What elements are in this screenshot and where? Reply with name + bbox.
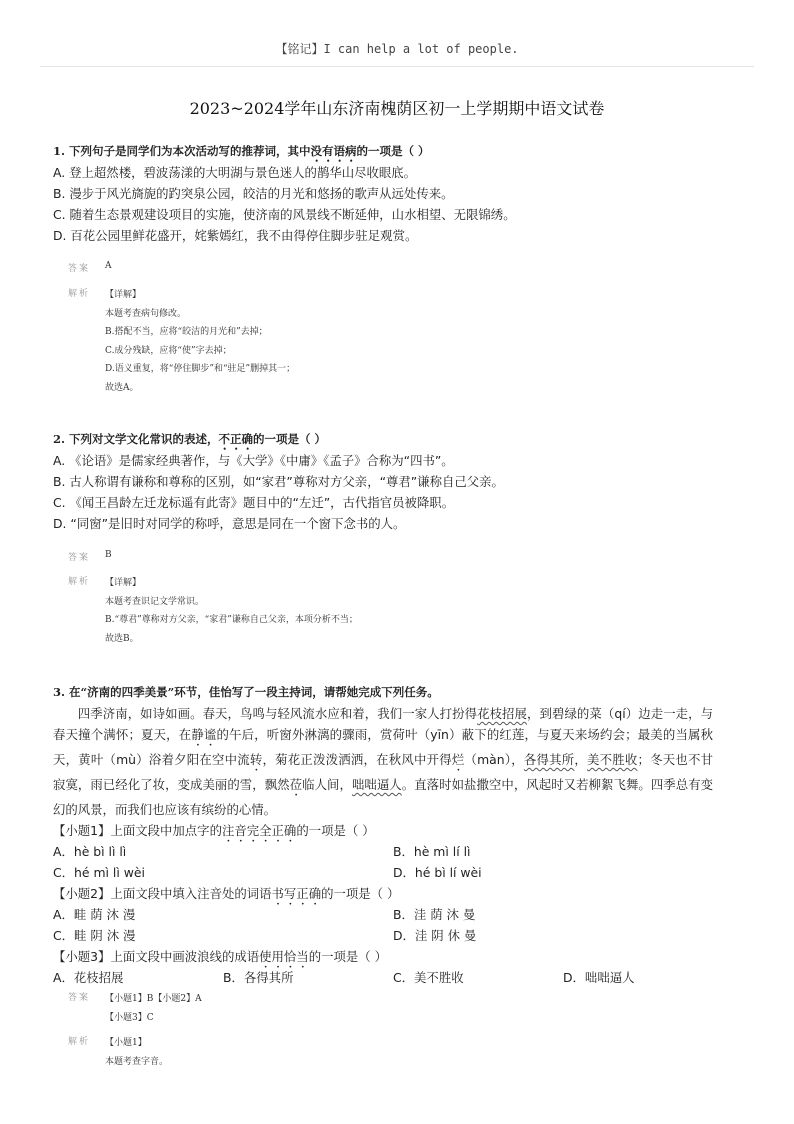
option-d: D. 百花公园里鲜花盛开，姹紫嫣红，我不由得停住脚步驻足观赏。 xyxy=(53,228,418,243)
answer-label: 答案 xyxy=(68,553,91,563)
dotted-char: 静谧 xyxy=(191,727,217,742)
analysis-label: 解析 xyxy=(68,577,91,587)
emphasis-dots: 没有语病 xyxy=(310,144,357,158)
option-b: B．hè mì lí lì xyxy=(393,844,471,859)
option-d: D. “同窗”是旧时对同学的称呼，意思是同在一个窗下念书的人。 xyxy=(53,516,406,531)
subquestion-2-options-row-1 xyxy=(53,904,753,925)
header-divider xyxy=(40,66,754,67)
question-1 xyxy=(53,141,753,246)
analysis-text: 【详解】 本题考查病句修改。 B.搭配不当，应将“皎洁的月光和”去掉； C.成分残缺，应将“使”字去掉； D.语义重复，将“停住脚步”和“驻足”删掉其一； 故选A。 xyxy=(105,290,296,393)
option-b: B. 古人称谓有谦称和尊称的区别，如“家君”尊称对方父亲，“尊君”谦称自己父亲。 xyxy=(53,474,504,489)
question-2-stem: 2. 下列对文学文化常识的表述，不正确的一项是（ ） xyxy=(53,432,327,446)
option-c: C．hé mì lì wèi xyxy=(53,865,145,880)
option-d: D．hé bì lí wèi xyxy=(393,865,482,880)
passage: 四季济南，如诗如画。春天，鸟鸣与轻风流水应和着，我们一家人打扮得花枝招展，到碧绿的菜（qí）边走一走，与春天撞个满怀；夏天，在静谧的午后，听窗外淋漓的骤雨，赏荷叶（yīn）蔽下的红莲，与夏天来场约会；最美的当属秋天，黄叶（mù）浴着夕阳在空中流转，菊花正泼泼洒洒，在秋风中开得烂（màn），各得其所，美不胜收；冬天也不甘寂寞，雨已经化了妆，变成美丽的雪，飘然莅临人间，咄咄逼人。直落时如盐撒空中，风起时又若柳絮飞舞。四季总有变幻的风景，而我们也应该有缤纷的心情。 xyxy=(53,706,714,817)
subquestion-3-options-row xyxy=(53,967,753,988)
emphasis-dots: 使用恰当 xyxy=(259,949,309,964)
subquestion-1-options-row-1 xyxy=(53,841,753,862)
option-c: C. 随着生态景观建设项目的实施，使济南的风景线不断延伸，山水相望、无限锦绣。 xyxy=(53,207,516,222)
option-c: C．畦 阴 沐 漫 xyxy=(53,928,136,943)
emphasis-dots: 注音完全正确 xyxy=(221,823,297,838)
question-1-stem: 1. 下列句子是同学们为本次活动写的推荐词，其中没有语病的一项是（ ） xyxy=(53,144,430,158)
answer-label: 答案 xyxy=(68,264,91,274)
wavy-idiom: 花枝招展 xyxy=(477,706,528,721)
option-b: B. 漫步于风光旖旎的趵突泉公园，皎洁的月光和悠扬的歌声从远处传来。 xyxy=(53,186,454,201)
wavy-idiom: 咄咄逼人 xyxy=(351,777,402,792)
option-a: A. 《论语》是儒家经典著作，与《大学》《中庸》《孟子》合称为“四书”。 xyxy=(53,453,454,468)
option-a: A．花枝招展 xyxy=(53,970,124,985)
wavy-idiom: 各得其所 xyxy=(523,752,575,767)
answer-value: B xyxy=(105,550,112,560)
subquestion-2-options-row-2 xyxy=(53,925,753,946)
option-a: A．hè bì lì lì xyxy=(53,844,127,859)
option-a: A. 登上超然楼，碧波荡漾的大明湖与景色迷人的鹊华山尽收眼底。 xyxy=(53,165,417,180)
subquestion-1-options-row-2 xyxy=(53,862,753,883)
analysis-label: 解析 xyxy=(68,1037,91,1047)
analysis-text: 【详解】 本题考查识记文学常识。 B.“尊君”尊称对方父亲，“家君”谦称自己父亲，本项分析不当； 故选B。 xyxy=(105,578,358,644)
option-c: C．美不胜收 xyxy=(393,970,464,985)
emphasis-dots: 书写正确 xyxy=(271,886,322,901)
header-motto: 【铭记】I can help a lot of people. xyxy=(275,42,519,56)
option-b: B．洼 荫 沐 曼 xyxy=(393,907,476,922)
option-a: A．畦 荫 沐 漫 xyxy=(53,907,136,922)
dotted-char: 烂 xyxy=(451,752,465,767)
answer-value: 【小题1】B【小题2】A 【小题3】C xyxy=(105,994,202,1023)
option-d: D．洼 阴 休 曼 xyxy=(393,928,477,943)
page-title: 2023~2024学年山东济南槐荫区初一上学期期中语文试卷 xyxy=(189,99,605,118)
answer-label: 答案 xyxy=(68,993,91,1003)
answer-value: A xyxy=(105,261,112,271)
emphasis-dots: 不正确 xyxy=(218,432,254,446)
dotted-char: 转 xyxy=(249,752,263,767)
dotted-char: 莅 xyxy=(289,777,303,792)
option-b: B．各得其所 xyxy=(223,970,294,985)
question-3-stem: 3. 在“济南的四季美景”环节，佳怡写了一段主持词，请帮她完成下列任务。 xyxy=(53,685,439,699)
analysis-label: 解析 xyxy=(68,289,91,299)
wavy-idiom: 美不胜收 xyxy=(587,752,638,767)
option-d: D．咄咄逼人 xyxy=(563,970,635,985)
subquestion-3-stem: 【小题3】上面文段中画波浪线的成语使用恰当的一项是（ ） xyxy=(53,949,387,964)
analysis-text: 【小题1】 本题考查字音。 xyxy=(105,1038,169,1067)
question-2 xyxy=(53,429,753,534)
question-3 xyxy=(53,682,753,988)
subquestion-1-stem: 【小题1】上面文段中加点字的注音完全正确的一项是（ ） xyxy=(53,823,375,838)
option-c: C. 《闻王昌龄左迁龙标遥有此寄》题目中的“左迁”，古代指官员被降职。 xyxy=(53,495,455,510)
subquestion-2-stem: 【小题2】上面文段中填入注音处的词语书写正确的一项是（ ） xyxy=(53,886,400,901)
